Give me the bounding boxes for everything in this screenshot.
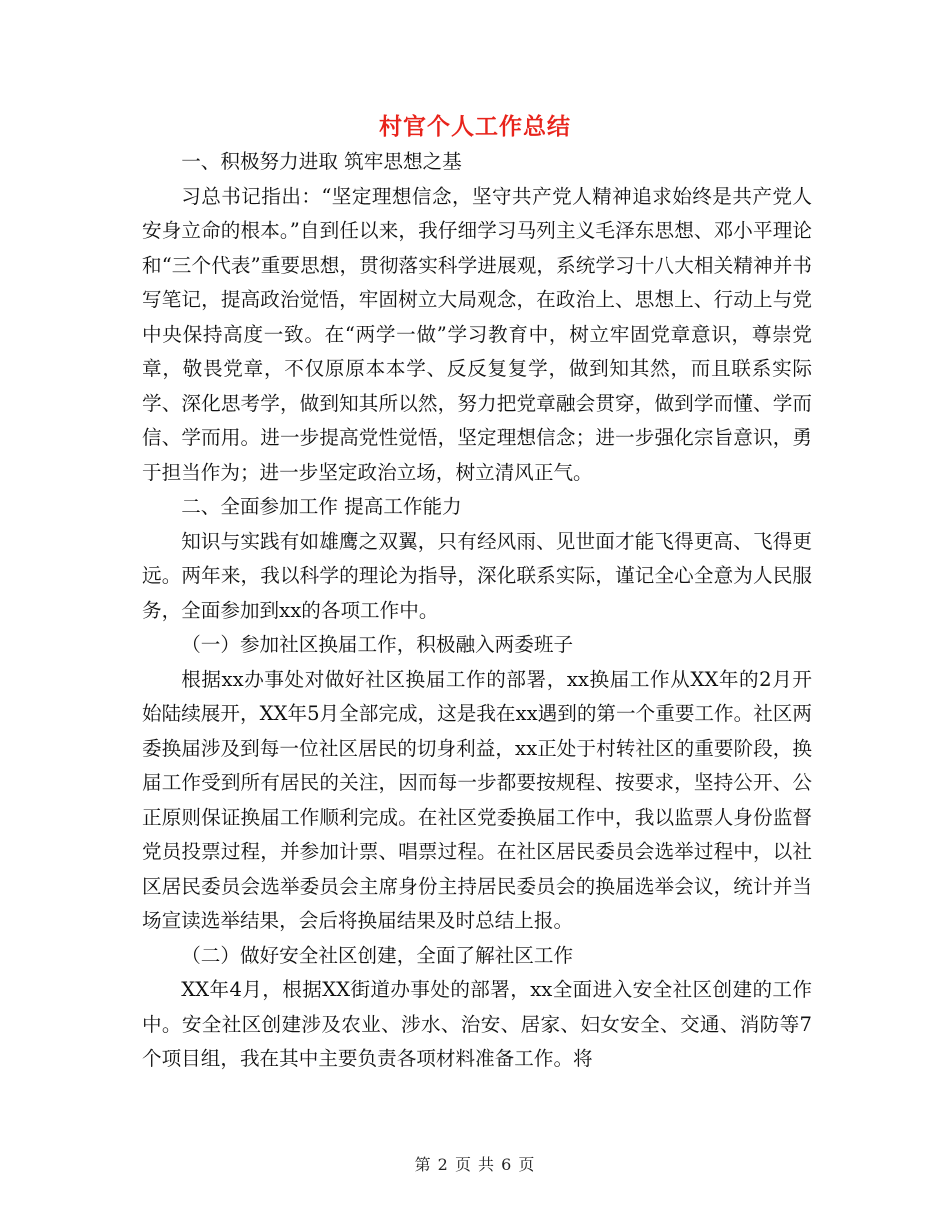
paragraph-3: 根据xx办事处对做好社区换届工作的部署，xx换届工作从XX年的2月开始陆续展开，XX年5月全部完成，这是我在xx遇到的第一个重要工作。社区两委换届涉及到每一位社区居民的切身利益，xx正处于村转社区的重要阶段，换届工作受到所有居民的关注，因而每一步都要按规程、按要求，坚持公开、公正原则保证换届工作顺利完成。在社区党委换届工作中，我以监票人身份监督党员投票过程，并参加计票、唱票过程。在社区居民委员会选举过程中，以社区居民委员会选举委员会主席身份主持居民委员会的换届选举会议，统计并当场宣读选举结果，会后将换届结果及时总结上报。 <box>142 667 812 932</box>
document-title: 村官个人工作总结 <box>379 113 571 140</box>
paragraph-4: XX年4月，根据XX街道办事处的部署，xx全面进入安全社区创建的工作中。安全社区创建涉及农业、涉水、治安、居家、妇女安全、交通、消防等7个项目组，我在其中主要负责各项材料准备工作。将 <box>142 978 812 1070</box>
paragraph-2: 知识与实践有如雄鹰之双翼，只有经风雨、见世面才能飞得更高、飞得更远。两年来，我以科学的理论为指导，深化联系实际，谨记全心全意为人民服务，全面参加到xx的各项工作中。 <box>142 529 812 622</box>
section-heading-1: 一、积极努力进取 筑牢思想之基 <box>181 150 462 173</box>
page-footer: 第 2 页 共 6 页 <box>414 1155 536 1174</box>
document-body <box>142 145 812 1077</box>
paragraph-1: 习总书记指出：“坚定理想信念，坚守共产党人精神追求始终是共产党人安身立命的根本。”自到任以来，我仔细学习马列主义毛泽东思想、邓小平理论和“三个代表”重要思想，贯彻落实科学进展观，系统学习十八大相关精神并书写笔记，提高政治觉悟，牢固树立大局观念，在政治上、思想上、行动上与党中央保持高度一致。在“两学一做”学习教育中，树立牢固党章意识，尊崇党章，敬畏党章，不仅原原本本学、反反复复学，做到知其然，而且联系实际学、深化思考学，做到知其所以然，努力把党章融会贯穿，做到学而懂、学而信、学而用。进一步提高党性觉悟，坚定理想信念；进一步强化宗旨意识，勇于担当作为；进一步坚定政治立场，树立清风正气。 <box>142 184 812 484</box>
section-heading-2: 二、全面参加工作 提高工作能力 <box>181 495 462 518</box>
subsection-heading-2: （二）做好安全社区创建，全面了解社区工作 <box>181 943 574 967</box>
subsection-heading-1: （一）参加社区换届工作，积极融入两委班子 <box>181 633 574 656</box>
